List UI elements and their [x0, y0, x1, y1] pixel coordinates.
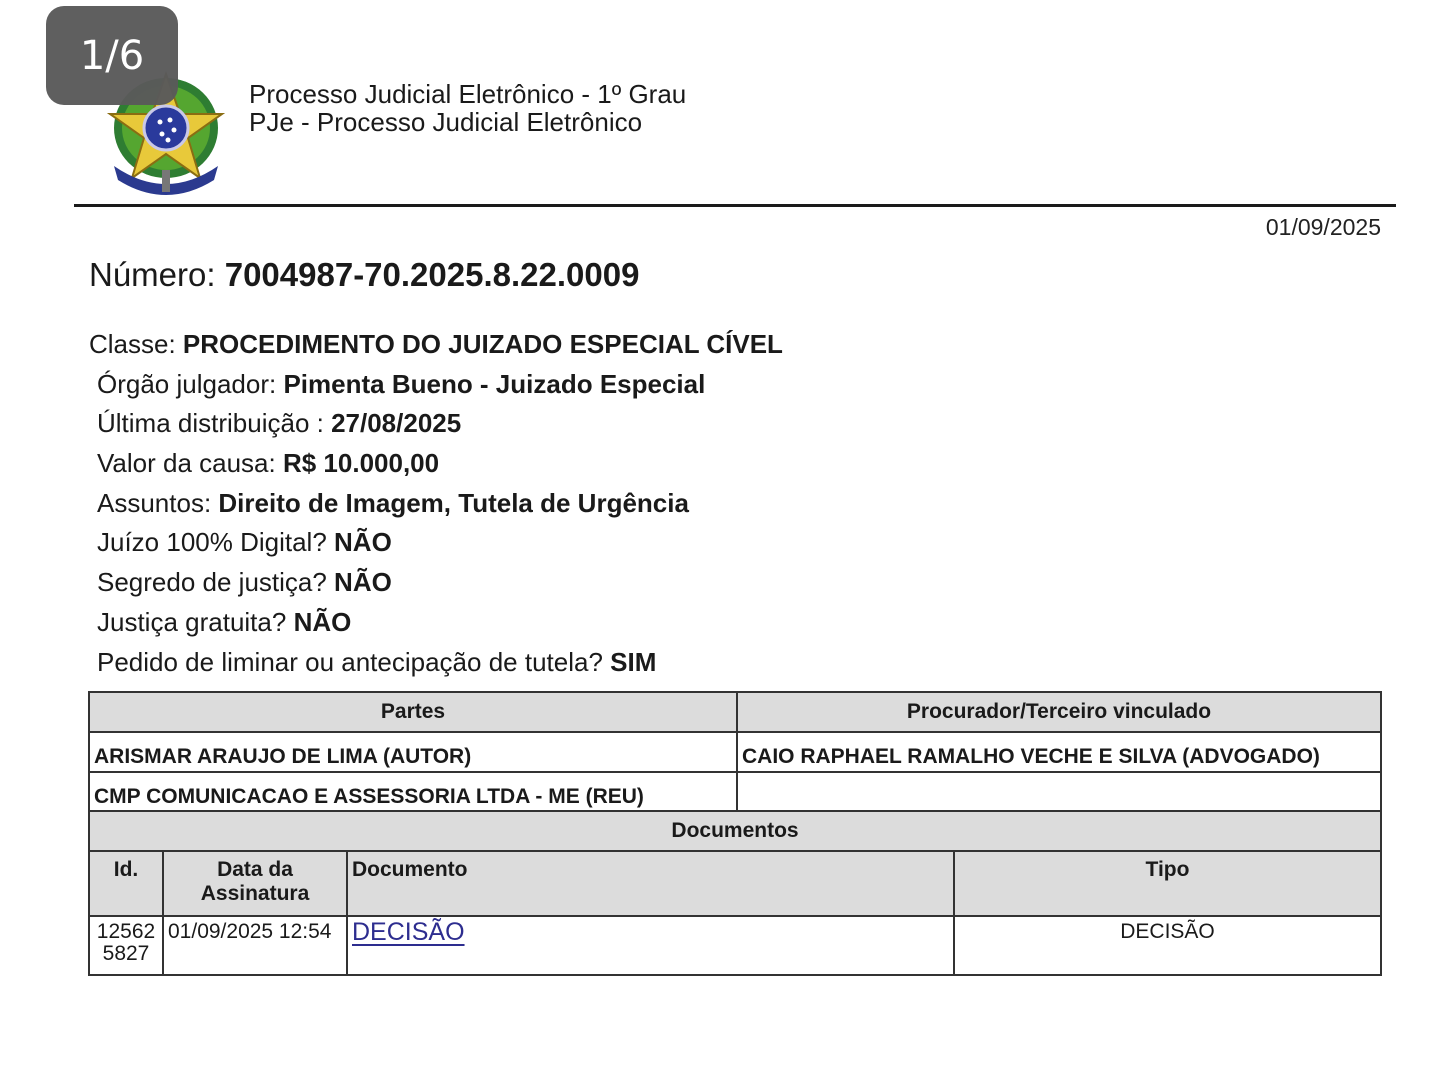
process-number	[89, 256, 639, 294]
field-value: SIM	[610, 646, 657, 677]
field-ultima-distribuicao	[89, 407, 783, 447]
field-label: Pedido de liminar ou antecipação de tutela?	[97, 646, 611, 677]
field-value: NÃO	[293, 606, 352, 637]
table-row	[89, 916, 1381, 975]
field-label: Classe:	[89, 329, 183, 359]
field-label: Segredo de justiça?	[97, 567, 335, 598]
field-value: 27/08/2025	[331, 408, 462, 439]
header-title-line1: Processo Judicial Eletrônico - 1º Grau	[249, 79, 687, 109]
process-number-label: Número:	[89, 256, 216, 293]
field-value: NÃO	[334, 567, 392, 598]
table-header-row	[89, 851, 1381, 916]
column-header-documento: Documento	[347, 851, 954, 916]
field-label: Valor da causa:	[97, 448, 283, 479]
print-date: 01/09/2025	[1265, 214, 1381, 240]
column-header-data-assinatura: Data da Assinatura	[163, 851, 347, 916]
column-header-id: Id.	[89, 851, 163, 916]
procurador-cell	[737, 772, 1381, 812]
table-row	[89, 732, 1381, 772]
document-id-cell	[89, 916, 163, 975]
field-segredo-justica	[89, 566, 783, 606]
field-label: Justiça gratuita?	[97, 606, 294, 637]
field-assuntos	[89, 487, 783, 527]
documentos-table	[88, 810, 1382, 976]
header-divider	[74, 204, 1396, 207]
field-value: Pimenta Bueno - Juizado Especial	[283, 368, 706, 399]
field-classe	[89, 328, 783, 368]
field-pedido-liminar	[89, 646, 783, 686]
column-header-procurador: Procurador/Terceiro vinculado	[737, 692, 1381, 732]
table-header-row	[89, 692, 1381, 732]
document-link[interactable]: DECISÃO	[352, 918, 465, 946]
column-header-partes: Partes	[89, 692, 737, 732]
field-label: Última distribuição :	[97, 408, 332, 439]
field-value: PROCEDIMENTO DO JUIZADO ESPECIAL CÍVEL	[182, 329, 783, 359]
field-value: R$ 10.000,00	[282, 448, 440, 479]
field-value: NÃO	[334, 527, 392, 558]
field-juizo-digital	[89, 526, 783, 566]
document-type-cell: DECISÃO	[954, 916, 1381, 975]
parte-cell: CMP COMUNICACAO E ASSESSORIA LTDA - ME (REU)	[89, 772, 737, 812]
procurador-cell: CAIO RAPHAEL RAMALHO VECHE E SILVA (ADVOGADO)	[737, 732, 1381, 772]
table-row	[89, 772, 1381, 812]
header-title-line2: PJe - Processo Judicial Eletrônico	[249, 107, 643, 137]
process-number-value: 7004987-70.2025.8.22.0009	[224, 256, 640, 293]
partes-table	[88, 691, 1382, 813]
document-id-line1: 12562	[96, 920, 156, 943]
header-titles	[249, 80, 686, 136]
process-fields	[89, 328, 783, 685]
field-label: Órgão julgador:	[97, 368, 284, 399]
column-header-tipo: Tipo	[954, 851, 1381, 916]
document-id-line2: 5827	[102, 942, 150, 965]
field-orgao-julgador	[89, 368, 783, 408]
table-caption-row	[89, 811, 1381, 851]
field-justica-gratuita	[89, 606, 783, 646]
field-valor-causa	[89, 447, 783, 487]
field-value: Direito de Imagem, Tutela de Urgência	[218, 487, 689, 518]
documentos-caption: Documentos	[89, 811, 1381, 851]
parte-cell: ARISMAR ARAUJO DE LIMA (AUTOR)	[89, 732, 737, 772]
field-label: Juízo 100% Digital?	[97, 527, 335, 558]
document-name-cell	[347, 916, 954, 975]
page-indicator: 1/6	[46, 6, 178, 105]
document-date-cell: 01/09/2025 12:54	[163, 916, 347, 975]
field-label: Assuntos:	[97, 487, 219, 518]
